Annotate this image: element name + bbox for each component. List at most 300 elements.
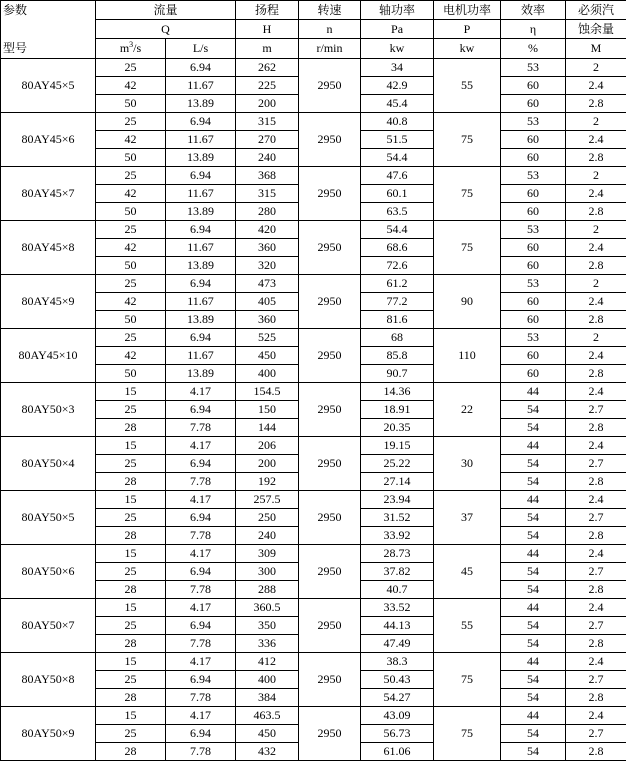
head-m: 320 (236, 257, 299, 275)
speed-rpm: 2950 (299, 599, 361, 653)
efficiency-pct: 54 (501, 563, 566, 581)
head-m: 384 (236, 689, 299, 707)
efficiency-pct: 44 (501, 545, 566, 563)
efficiency-pct: 60 (501, 365, 566, 383)
efficiency-pct: 60 (501, 95, 566, 113)
efficiency-pct: 53 (501, 167, 566, 185)
shaft-power-kw: 19.15 (361, 437, 434, 455)
table-row (1, 599, 626, 617)
npsh-m: 2 (566, 221, 626, 239)
head-m: 154.5 (236, 383, 299, 401)
flow-m3s: 15 (96, 545, 166, 563)
efficiency-pct: 54 (501, 635, 566, 653)
npsh-m: 2.4 (566, 599, 626, 617)
speed-rpm: 2950 (299, 653, 361, 707)
flow-m3s: 42 (96, 347, 166, 365)
param-spacer (1, 20, 96, 39)
flow-m3s: 25 (96, 401, 166, 419)
speed-rpm: 2950 (299, 275, 361, 329)
shaft-power-kw: 38.3 (361, 653, 434, 671)
model-name: 80AY50×5 (1, 491, 96, 545)
efficiency-pct: 60 (501, 293, 566, 311)
model-name: 80AY50×4 (1, 437, 96, 491)
flow-m3s: 25 (96, 113, 166, 131)
shaft-power-kw: 40.8 (361, 113, 434, 131)
flow-ls: 11.67 (166, 293, 236, 311)
shaft-power-kw: 54.4 (361, 149, 434, 167)
head-m: 400 (236, 671, 299, 689)
efficiency-pct: 54 (501, 401, 566, 419)
head-m: 368 (236, 167, 299, 185)
flow-ls: 13.89 (166, 149, 236, 167)
efficiency-pct: 44 (501, 437, 566, 455)
npsh-m: 2.4 (566, 545, 626, 563)
flow-m3s: 15 (96, 707, 166, 725)
efficiency-pct: 54 (501, 509, 566, 527)
head-m: 288 (236, 581, 299, 599)
efficiency-pct: 60 (501, 239, 566, 257)
shaft-power-kw: 27.14 (361, 473, 434, 491)
npsh-m: 2.8 (566, 311, 626, 329)
shaft-power-kw: 44.13 (361, 617, 434, 635)
model-name: 80AY50×9 (1, 707, 96, 761)
npsh-m: 2 (566, 167, 626, 185)
header-row-2 (1, 20, 626, 39)
flow-m3s: 25 (96, 59, 166, 77)
shaft-power-kw: 45.4 (361, 95, 434, 113)
flow-m3s: 15 (96, 491, 166, 509)
efficiency-pct: 44 (501, 599, 566, 617)
efficiency-pct: 53 (501, 329, 566, 347)
flow-m3s: 28 (96, 527, 166, 545)
head-m: 412 (236, 653, 299, 671)
npsh-m: 2.4 (566, 653, 626, 671)
head-m: 240 (236, 149, 299, 167)
npsh-unit: M (566, 39, 626, 59)
efficiency-pct: 60 (501, 131, 566, 149)
shaft-power-kw: 14.36 (361, 383, 434, 401)
head-m: 257.5 (236, 491, 299, 509)
flow-ls: 13.89 (166, 311, 236, 329)
head-m: 360.5 (236, 599, 299, 617)
flow-ls: 13.89 (166, 203, 236, 221)
speed-rpm: 2950 (299, 437, 361, 491)
shaft-power-kw: 25.22 (361, 455, 434, 473)
speed-rpm: 2950 (299, 59, 361, 113)
speed-rpm: 2950 (299, 113, 361, 167)
flow-m3s: 15 (96, 653, 166, 671)
table-row (1, 653, 626, 671)
speed-rpm: 2950 (299, 383, 361, 437)
speed-rpm: 2950 (299, 491, 361, 545)
table-row (1, 545, 626, 563)
head-m: 315 (236, 185, 299, 203)
npsh-m: 2.4 (566, 707, 626, 725)
efficiency-pct: 54 (501, 581, 566, 599)
head-m: 336 (236, 635, 299, 653)
efficiency-pct: 53 (501, 221, 566, 239)
shaft-power-kw: 40.7 (361, 581, 434, 599)
head-m: 525 (236, 329, 299, 347)
flow-m3s: 25 (96, 725, 166, 743)
model-label: 型号 (1, 39, 96, 59)
shaft-power-kw: 37.82 (361, 563, 434, 581)
table-row (1, 383, 626, 401)
flow-m3s: 28 (96, 689, 166, 707)
shaft-power-kw: 28.73 (361, 545, 434, 563)
shaft-power-kw: 34 (361, 59, 434, 77)
npsh-m: 2.8 (566, 419, 626, 437)
efficiency-pct: 54 (501, 527, 566, 545)
shaft-power-kw: 18.91 (361, 401, 434, 419)
model-name: 80AY45×10 (1, 329, 96, 383)
flow-m3s: 50 (96, 311, 166, 329)
flow-ls: 6.94 (166, 275, 236, 293)
speed-rpm: 2950 (299, 545, 361, 599)
flow-m3s: 42 (96, 239, 166, 257)
npsh-m: 2.7 (566, 455, 626, 473)
npsh-m: 2.4 (566, 293, 626, 311)
motor-power-kw: 55 (434, 599, 501, 653)
flow-ls: 6.94 (166, 221, 236, 239)
flow-ls: 6.94 (166, 563, 236, 581)
flow-ls: 11.67 (166, 131, 236, 149)
flow-ls: 11.67 (166, 239, 236, 257)
flow-ls: 4.17 (166, 707, 236, 725)
motor-power-kw: 45 (434, 545, 501, 599)
flow-unit-ls: L/s (166, 39, 236, 59)
head-m: 270 (236, 131, 299, 149)
shaft-power-kw: 33.52 (361, 599, 434, 617)
head-m: 192 (236, 473, 299, 491)
npsh-m: 2.8 (566, 257, 626, 275)
speed-symbol: n (299, 20, 361, 39)
motor-power-kw: 75 (434, 113, 501, 167)
head-m: 473 (236, 275, 299, 293)
npsh-m: 2.8 (566, 581, 626, 599)
shaft-power-kw: 81.6 (361, 311, 434, 329)
flow-unit-m3s (96, 39, 166, 59)
head-m: 405 (236, 293, 299, 311)
motor-power-title: 电机功率 (434, 1, 501, 20)
efficiency-pct: 53 (501, 113, 566, 131)
shaft-power-kw: 72.6 (361, 257, 434, 275)
npsh-m: 2.4 (566, 185, 626, 203)
head-title: 扬程 (236, 1, 299, 20)
motor-power-unit: kw (434, 39, 501, 59)
flow-ls: 7.78 (166, 419, 236, 437)
efficiency-unit: % (501, 39, 566, 59)
shaft-power-kw: 90.7 (361, 365, 434, 383)
shaft-power-kw: 61.06 (361, 743, 434, 761)
table-row (1, 437, 626, 455)
npsh-title-1: 必须汽 (566, 1, 626, 20)
npsh-m: 2.4 (566, 491, 626, 509)
flow-m3s: 25 (96, 221, 166, 239)
model-name: 80AY45×7 (1, 167, 96, 221)
npsh-m: 2.7 (566, 617, 626, 635)
model-name: 80AY50×7 (1, 599, 96, 653)
flow-m3s: 42 (96, 131, 166, 149)
flow-m3s: 50 (96, 149, 166, 167)
speed-unit: r/min (299, 39, 361, 59)
speed-rpm: 2950 (299, 221, 361, 275)
head-m: 225 (236, 77, 299, 95)
shaft-power-kw: 42.9 (361, 77, 434, 95)
flow-ls: 6.94 (166, 167, 236, 185)
flow-m3s: 50 (96, 257, 166, 275)
flow-ls: 6.94 (166, 455, 236, 473)
efficiency-pct: 44 (501, 491, 566, 509)
flow-ls: 7.78 (166, 743, 236, 761)
shaft-power-kw: 68.6 (361, 239, 434, 257)
npsh-m: 2.4 (566, 239, 626, 257)
flow-m3s: 25 (96, 329, 166, 347)
flow-m3s: 50 (96, 365, 166, 383)
shaft-power-kw: 47.6 (361, 167, 434, 185)
motor-power-kw: 37 (434, 491, 501, 545)
flow-ls: 4.17 (166, 437, 236, 455)
flow-ls: 7.78 (166, 635, 236, 653)
header-row-3 (1, 39, 626, 59)
npsh-m: 2.4 (566, 131, 626, 149)
efficiency-pct: 54 (501, 617, 566, 635)
npsh-m: 2.8 (566, 365, 626, 383)
efficiency-pct: 44 (501, 383, 566, 401)
motor-power-symbol: P (434, 20, 501, 39)
shaft-power-kw: 56.73 (361, 725, 434, 743)
efficiency-pct: 60 (501, 311, 566, 329)
shaft-power-kw: 51.5 (361, 131, 434, 149)
npsh-m: 2 (566, 59, 626, 77)
model-name: 80AY45×8 (1, 221, 96, 275)
npsh-m: 2.7 (566, 671, 626, 689)
table-row (1, 59, 626, 77)
efficiency-pct: 53 (501, 59, 566, 77)
efficiency-pct: 44 (501, 707, 566, 725)
head-m: 432 (236, 743, 299, 761)
flow-ls: 6.94 (166, 617, 236, 635)
model-name: 80AY45×6 (1, 113, 96, 167)
model-name: 80AY45×9 (1, 275, 96, 329)
shaft-power-kw: 54.4 (361, 221, 434, 239)
flow-ls: 4.17 (166, 491, 236, 509)
efficiency-pct: 60 (501, 347, 566, 365)
efficiency-pct: 60 (501, 77, 566, 95)
flow-ls: 7.78 (166, 527, 236, 545)
flow-ls: 7.78 (166, 473, 236, 491)
model-name: 80AY50×8 (1, 653, 96, 707)
flow-ls: 7.78 (166, 581, 236, 599)
flow-ls: 4.17 (166, 545, 236, 563)
npsh-m: 2.7 (566, 509, 626, 527)
flow-ls: 6.94 (166, 509, 236, 527)
head-m: 200 (236, 95, 299, 113)
npsh-title-2: 蚀余量 (566, 20, 626, 39)
model-name: 80AY50×3 (1, 383, 96, 437)
npsh-m: 2.8 (566, 689, 626, 707)
shaft-power-kw: 20.35 (361, 419, 434, 437)
flow-m3s: 25 (96, 455, 166, 473)
table-row (1, 221, 626, 239)
npsh-m: 2.8 (566, 743, 626, 761)
efficiency-title: 效率 (501, 1, 566, 20)
flow-m3s: 50 (96, 203, 166, 221)
flow-m3s: 28 (96, 419, 166, 437)
flow-m3s: 15 (96, 437, 166, 455)
npsh-m: 2.8 (566, 527, 626, 545)
efficiency-pct: 60 (501, 203, 566, 221)
efficiency-pct: 54 (501, 455, 566, 473)
shaft-power-kw: 33.92 (361, 527, 434, 545)
shaft-power-kw: 23.94 (361, 491, 434, 509)
flow-m3s: 25 (96, 509, 166, 527)
speed-title: 转速 (299, 1, 361, 20)
motor-power-kw: 90 (434, 275, 501, 329)
motor-power-kw: 75 (434, 221, 501, 275)
flow-ls: 11.67 (166, 347, 236, 365)
shaft-power-kw: 61.2 (361, 275, 434, 293)
model-name: 80AY50×6 (1, 545, 96, 599)
flow-m3s: 25 (96, 563, 166, 581)
shaft-power-kw: 47.49 (361, 635, 434, 653)
head-m: 150 (236, 401, 299, 419)
efficiency-pct: 60 (501, 149, 566, 167)
shaft-power-kw: 85.8 (361, 347, 434, 365)
shaft-power-kw: 60.1 (361, 185, 434, 203)
speed-rpm: 2950 (299, 167, 361, 221)
flow-ls: 11.67 (166, 77, 236, 95)
npsh-m: 2.4 (566, 77, 626, 95)
flow-m3s: 15 (96, 599, 166, 617)
head-m: 309 (236, 545, 299, 563)
motor-power-kw: 30 (434, 437, 501, 491)
npsh-m: 2.8 (566, 203, 626, 221)
flow-m3s: 25 (96, 671, 166, 689)
flow-m3s: 28 (96, 473, 166, 491)
flow-ls: 6.94 (166, 671, 236, 689)
npsh-m: 2.7 (566, 563, 626, 581)
flow-m3s: 25 (96, 275, 166, 293)
head-m: 300 (236, 563, 299, 581)
head-unit: m (236, 39, 299, 59)
flow-symbol: Q (96, 20, 236, 39)
flow-m3s: 28 (96, 581, 166, 599)
speed-rpm: 2950 (299, 329, 361, 383)
head-symbol: H (236, 20, 299, 39)
head-m: 400 (236, 365, 299, 383)
flow-ls: 4.17 (166, 383, 236, 401)
flow-m3s: 25 (96, 617, 166, 635)
head-m: 280 (236, 203, 299, 221)
table-row (1, 329, 626, 347)
speed-rpm: 2950 (299, 707, 361, 761)
model-name: 80AY45×5 (1, 59, 96, 113)
head-m: 463.5 (236, 707, 299, 725)
efficiency-pct: 54 (501, 419, 566, 437)
motor-power-kw: 55 (434, 59, 501, 113)
head-m: 200 (236, 455, 299, 473)
shaft-power-kw: 63.5 (361, 203, 434, 221)
flow-ls: 11.67 (166, 185, 236, 203)
npsh-m: 2.8 (566, 95, 626, 113)
flow-ls: 7.78 (166, 689, 236, 707)
flow-ls: 6.94 (166, 329, 236, 347)
flow-unit-base: m (120, 41, 129, 55)
flow-ls: 6.94 (166, 401, 236, 419)
efficiency-pct: 44 (501, 653, 566, 671)
flow-m3s: 28 (96, 743, 166, 761)
npsh-m: 2.8 (566, 635, 626, 653)
head-m: 350 (236, 617, 299, 635)
efficiency-pct: 54 (501, 671, 566, 689)
npsh-m: 2.8 (566, 149, 626, 167)
flow-ls: 13.89 (166, 95, 236, 113)
flow-m3s: 15 (96, 383, 166, 401)
npsh-m: 2.7 (566, 401, 626, 419)
table-row (1, 275, 626, 293)
efficiency-pct: 54 (501, 725, 566, 743)
efficiency-symbol: η (501, 20, 566, 39)
npsh-m: 2.4 (566, 437, 626, 455)
param-label: 参数 (1, 1, 96, 20)
flow-ls: 6.94 (166, 113, 236, 131)
flow-unit-sup: 3 (129, 40, 133, 49)
flow-ls: 6.94 (166, 725, 236, 743)
head-m: 450 (236, 347, 299, 365)
flow-ls: 13.89 (166, 365, 236, 383)
table-row (1, 491, 626, 509)
efficiency-pct: 54 (501, 743, 566, 761)
efficiency-pct: 60 (501, 185, 566, 203)
flow-m3s: 25 (96, 167, 166, 185)
efficiency-pct: 54 (501, 689, 566, 707)
npsh-m: 2.4 (566, 383, 626, 401)
motor-power-kw: 22 (434, 383, 501, 437)
head-m: 360 (236, 311, 299, 329)
head-m: 315 (236, 113, 299, 131)
shaft-power-kw: 54.27 (361, 689, 434, 707)
head-m: 360 (236, 239, 299, 257)
flow-m3s: 42 (96, 77, 166, 95)
npsh-m: 2.4 (566, 347, 626, 365)
shaft-power-kw: 68 (361, 329, 434, 347)
efficiency-pct: 53 (501, 275, 566, 293)
shaft-power-kw: 43.09 (361, 707, 434, 725)
motor-power-kw: 75 (434, 167, 501, 221)
npsh-m: 2 (566, 275, 626, 293)
shaft-power-kw: 50.43 (361, 671, 434, 689)
flow-ls: 4.17 (166, 599, 236, 617)
head-m: 450 (236, 725, 299, 743)
head-m: 144 (236, 419, 299, 437)
flow-ls: 6.94 (166, 59, 236, 77)
motor-power-kw: 110 (434, 329, 501, 383)
motor-power-kw: 75 (434, 653, 501, 707)
efficiency-pct: 60 (501, 257, 566, 275)
flow-m3s: 50 (96, 95, 166, 113)
flow-ls: 4.17 (166, 653, 236, 671)
head-m: 262 (236, 59, 299, 77)
flow-m3s: 28 (96, 635, 166, 653)
table-row (1, 113, 626, 131)
npsh-m: 2 (566, 113, 626, 131)
shaft-power-title: 轴功率 (361, 1, 434, 20)
npsh-m: 2.7 (566, 725, 626, 743)
head-m: 250 (236, 509, 299, 527)
shaft-power-symbol: Pa (361, 20, 434, 39)
head-m: 206 (236, 437, 299, 455)
